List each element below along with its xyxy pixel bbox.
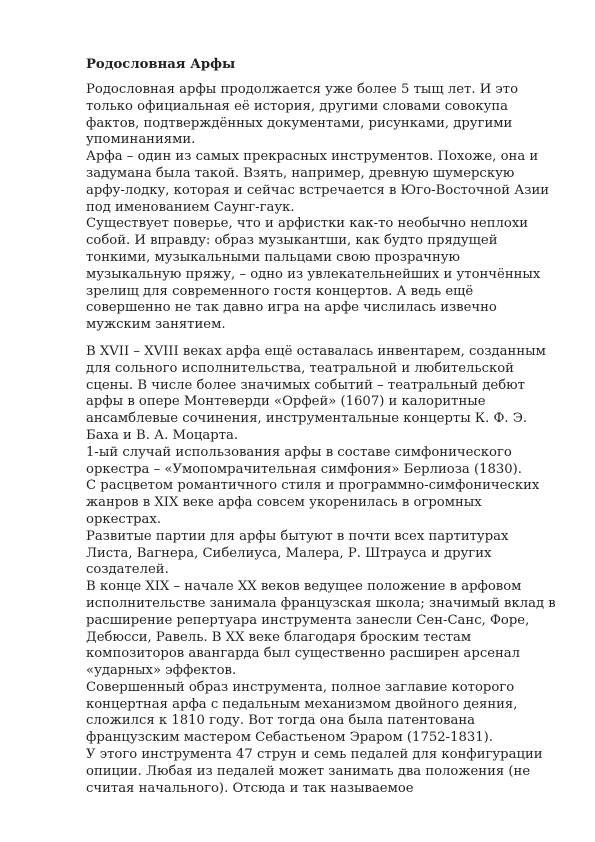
paragraph: В конце XIX – начале XX веков ведущее положение в арфовом исполнительстве занимала французская школа; значимый вклад в расширение репертуара инструмента занесли Сен-Санс, Форе, Дебюсси, Равель. В XX веке благодаря броским тестам композиторов авангарда был существенно расширен арсенал «ударных» эффектов. bbox=[86, 579, 556, 679]
paragraph: У этого инструмента 47 струн и семь педалей для конфигурации опиции. Любая из педалей может занимать два положения (не считая начального). Отсюда и так называемое bbox=[86, 747, 543, 796]
paragraph: Родословная арфы продолжается уже более 5 тыщ лет. И это только официальная её история, другими словами совокупа фактов, подтверждённых документами, рисунками, другими упоминаниями. bbox=[86, 82, 519, 148]
paragraph: Развитые партии для арфы бытуют в почти всех партитурах Листа, Вагнера, Сибелиуса, Малера, Р. Штрауса и других создателей. bbox=[86, 528, 509, 578]
document-page bbox=[86, 56, 556, 797]
paragraph: 1-ый случай использования арфы в составе симфонического оркестра – «Умопомрачительная симфония» Берлиоза (1830). bbox=[86, 444, 522, 477]
paragraph: В XVII – XVIII веках арфа ещё оставалась инвентарем, созданным для сольного исполнительства, театральной и любительской сцены. В числе более значимых событий – театральный дебют арфы в опере Монтеверди «Орфей» (1607) и калоритные ансамблевые сочинения, инструментальные концерты К. Ф. Э. Баха и В. А. Моцарта. bbox=[86, 343, 546, 443]
paragraph: Существует поверье, что и арфистки как-то необычно неплохи собой. И вправду: образ музыкантши, как будто прядущей тонкими, музыкальными пальцами свою прозрачную музыкальную пряжу, – одно из увлекательнейших и утончённых зрелищ для современного гостя концертов. А ведь ещё совершенно не так давно игра на арфе числилась извечно мужским занятием. bbox=[86, 216, 541, 333]
document-title: Родословная Арфы bbox=[86, 57, 236, 72]
paragraph: С расцветом романтичного стиля и программно-симфонических жанров в XIX веке арфа совсем укоренилась в огромных оркестрах. bbox=[86, 478, 540, 527]
paragraph: Арфа – один из самых прекрасных инструментов. Похоже, она и задумана была такой. Взять, например, древную шумерскую арфу-лодку, которая и сейчас встречается в Юго-Восточной Азии под именованием Саунг-гаук. bbox=[86, 149, 550, 215]
paragraph: Совершенный образ инструмента, полное заглавие которого концертная арфа с педальным механизмом двойного деяния, сложился к 1810 году. Вот тогда она была патентована французским мастером Себастьеном Эраром (1752-1831). bbox=[86, 679, 518, 746]
section-spacer bbox=[86, 334, 556, 344]
